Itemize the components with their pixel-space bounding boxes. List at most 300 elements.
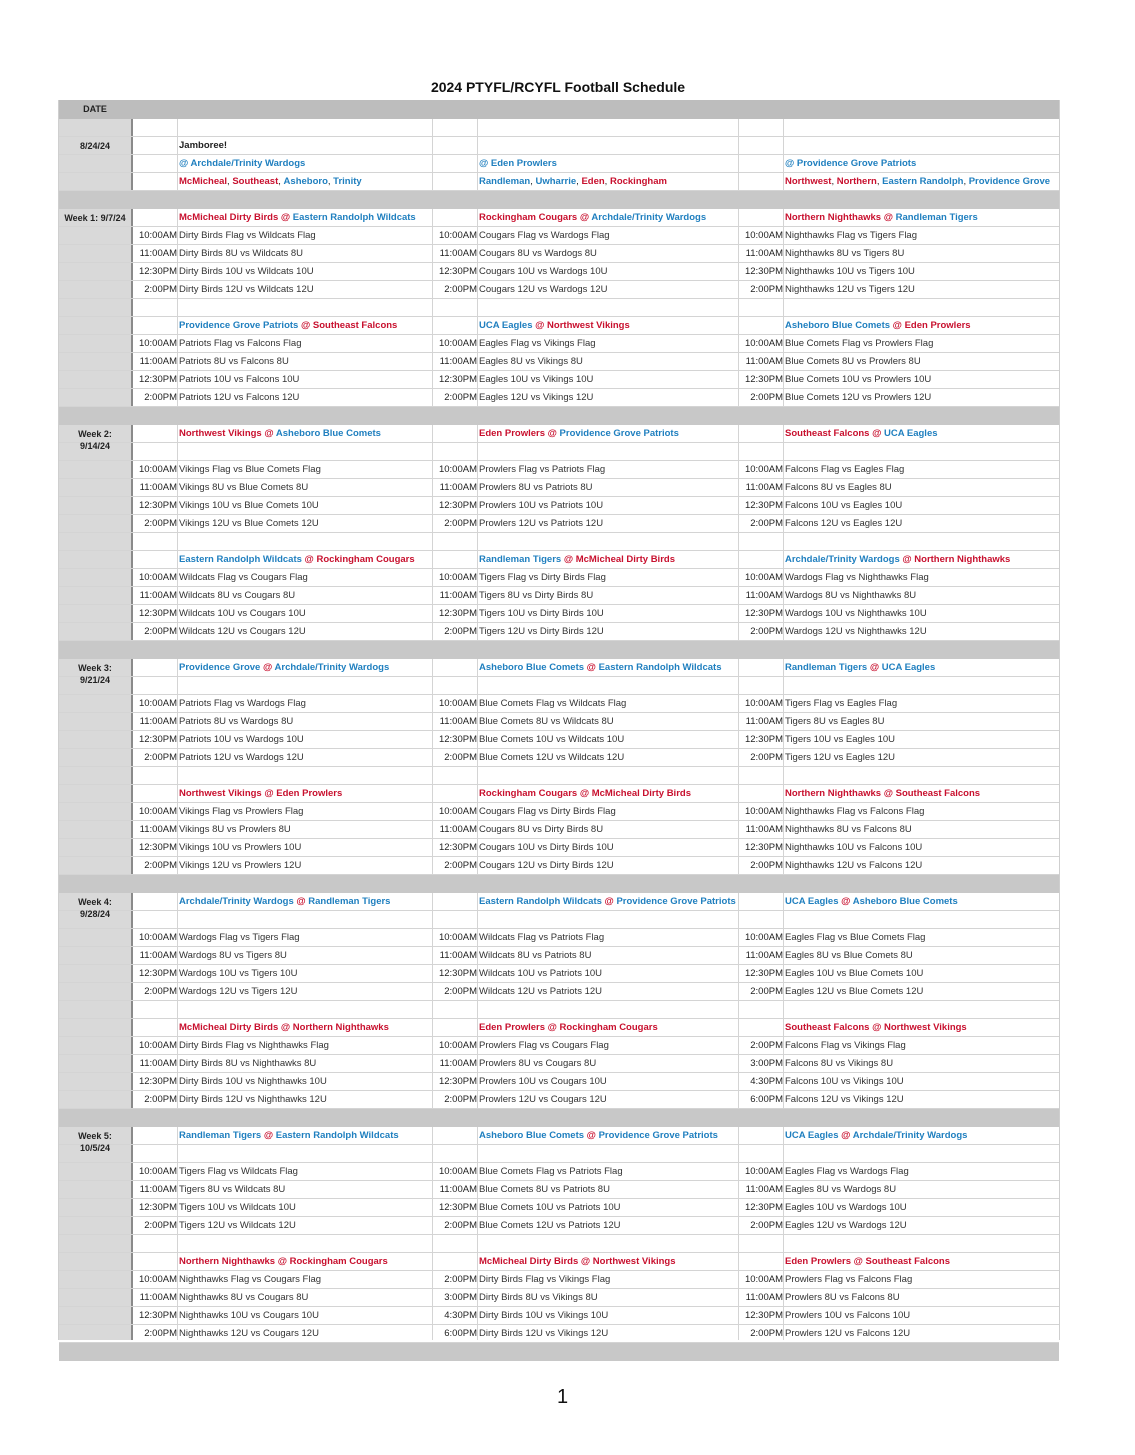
game-matchup: Blue Comets 10U vs Patriots 10U xyxy=(479,1202,621,1213)
away-team: Northwest Vikings xyxy=(179,788,262,799)
game-time: 2:00PM xyxy=(144,392,177,403)
game-time: 12:30PM xyxy=(138,374,177,385)
game-time: 12:30PM xyxy=(138,266,177,277)
at-symbol: @ xyxy=(261,1130,276,1141)
game-time: 12:30PM xyxy=(138,968,177,979)
game-matchup: Vikings Flag vs Prowlers Flag xyxy=(179,806,304,817)
away-team: Archdale/Trinity Wardogs xyxy=(785,554,900,565)
week-label-line: Week 5: xyxy=(78,1131,112,1141)
week-separator xyxy=(59,641,1059,659)
game-matchup: Vikings 8U vs Prowlers 8U xyxy=(179,824,291,835)
away-team: Eden Prowlers xyxy=(479,428,545,439)
at-symbol: @ xyxy=(838,1130,853,1141)
game-matchup: Falcons 8U vs Eagles 8U xyxy=(785,482,892,493)
week-label-line: 9/14/24 xyxy=(79,441,111,451)
matchup-header xyxy=(785,209,978,227)
game-time: 2:00PM xyxy=(750,1040,783,1051)
game-matchup: Prowlers 8U vs Cougars 8U xyxy=(479,1058,597,1069)
game-time: 2:00PM xyxy=(750,518,783,529)
game-matchup: Eagles 10U vs Blue Comets 10U xyxy=(785,968,924,979)
away-team: Eastern Randolph Wildcats xyxy=(479,896,602,907)
game-matchup: Dirty Birds Flag vs Vikings Flag xyxy=(479,1274,611,1285)
matchup-header xyxy=(479,317,630,335)
game-matchup: Tigers Flag vs Dirty Birds Flag xyxy=(479,572,606,583)
game-matchup: Cougars Flag vs Dirty Birds Flag xyxy=(479,806,616,817)
game-matchup: Patriots Flag vs Falcons Flag xyxy=(179,338,302,349)
game-time: 10:00AM xyxy=(138,932,177,943)
game-time: 2:00PM xyxy=(750,986,783,997)
game-time: 10:00AM xyxy=(138,1274,177,1285)
home-team: McMicheal Dirty Birds xyxy=(575,554,675,565)
game-matchup: Cougars 10U vs Wardogs 10U xyxy=(479,266,608,277)
game-time: 10:00AM xyxy=(138,338,177,349)
game-matchup: Dirty Birds Flag vs Wildcats Flag xyxy=(179,230,316,241)
game-matchup: Wardogs Flag vs Tigers Flag xyxy=(179,932,300,943)
jamboree-host: @ Providence Grove Patriots xyxy=(785,158,917,169)
game-time: 2:00PM xyxy=(144,626,177,637)
page-title: 2024 PTYFL/RCYFL Football Schedule xyxy=(430,79,686,95)
game-time: 10:00AM xyxy=(744,698,783,709)
game-time: 11:00AM xyxy=(439,716,477,727)
game-time: 12:30PM xyxy=(744,374,783,385)
at-symbol: @ xyxy=(278,212,293,223)
away-team: McMicheal Dirty Birds xyxy=(479,1256,579,1267)
team-name: Southeast xyxy=(232,176,279,187)
matchup-header xyxy=(479,785,691,803)
game-matchup: Prowlers Flag vs Patriots Flag xyxy=(479,464,606,475)
home-team: Rockingham Cougars xyxy=(316,554,415,565)
at-symbol: @ xyxy=(545,1022,560,1033)
game-time: 12:30PM xyxy=(744,500,783,511)
home-team: Northwest Vikings xyxy=(592,1256,676,1267)
matchup-header xyxy=(179,659,389,677)
matchup-header xyxy=(179,209,416,227)
separator: , xyxy=(530,176,536,187)
separator: , xyxy=(576,176,582,187)
home-team: Eastern Randolph Wildcats xyxy=(275,1130,399,1141)
game-time: 10:00AM xyxy=(138,230,177,241)
home-team: Rockingham Cougars xyxy=(289,1256,388,1267)
game-matchup: Tigers 10U vs Dirty Birds 10U xyxy=(479,608,604,619)
game-time: 10:00AM xyxy=(438,1166,477,1177)
week-label xyxy=(59,209,131,227)
game-time: 11:00AM xyxy=(139,1184,177,1195)
game-matchup: Eagles 10U vs Wardogs 10U xyxy=(785,1202,907,1213)
game-matchup: Prowlers 12U vs Falcons 12U xyxy=(785,1328,911,1339)
game-matchup: Dirty Birds 12U vs Vikings 12U xyxy=(479,1328,609,1339)
game-matchup: Tigers 10U vs Eagles 10U xyxy=(785,734,896,745)
game-time: 2:00PM xyxy=(144,860,177,871)
game-matchup: Dirty Birds 10U vs Nighthawks 10U xyxy=(179,1076,327,1087)
matchup-header xyxy=(179,785,342,803)
game-matchup: Wildcats 12U vs Cougars 12U xyxy=(179,626,306,637)
game-time: 11:00AM xyxy=(745,824,783,835)
team-name: Randleman xyxy=(479,176,531,187)
game-matchup: Eagles 8U vs Wardogs 8U xyxy=(785,1184,897,1195)
game-time: 11:00AM xyxy=(745,590,783,601)
away-team: Southeast Falcons xyxy=(785,428,870,439)
game-time: 12:30PM xyxy=(438,842,477,853)
game-matchup: Prowlers Flag vs Cougars Flag xyxy=(479,1040,609,1051)
game-time: 2:00PM xyxy=(444,986,477,997)
game-matchup: Wardogs 10U vs Tigers 10U xyxy=(179,968,298,979)
game-matchup: Falcons 10U vs Eagles 10U xyxy=(785,500,903,511)
game-matchup: Eagles Flag vs Blue Comets Flag xyxy=(785,932,926,943)
game-time: 11:00AM xyxy=(439,482,477,493)
team-name: McMicheal xyxy=(179,176,228,187)
matchup-header xyxy=(179,1253,388,1271)
game-time: 10:00AM xyxy=(744,806,783,817)
separator: , xyxy=(831,176,837,187)
home-team: Northern Nighthawks xyxy=(914,554,1011,565)
game-matchup: Falcons 8U vs Vikings 8U xyxy=(785,1058,894,1069)
game-time: 11:00AM xyxy=(439,356,477,367)
game-time: 6:00PM xyxy=(750,1094,783,1105)
week-date: 8/24/24 xyxy=(79,141,111,151)
jamboree-label: Jamboree! xyxy=(179,140,228,151)
game-matchup: Vikings 10U vs Prowlers 10U xyxy=(179,842,302,853)
jamboree-teams xyxy=(785,173,1050,191)
matchup-header xyxy=(785,785,980,803)
home-team: Providence Grove Patriots xyxy=(616,896,736,907)
home-team: Northwest Vikings xyxy=(547,320,630,331)
week-label-line: 9/28/24 xyxy=(79,909,111,919)
game-matchup: Nighthawks 8U vs Cougars 8U xyxy=(179,1292,309,1303)
game-matchup: Nighthawks 8U vs Tigers 8U xyxy=(785,248,905,259)
game-matchup: Dirty Birds 12U vs Wildcats 12U xyxy=(179,284,314,295)
game-matchup: Tigers 12U vs Wildcats 12U xyxy=(179,1220,296,1231)
game-time: 2:00PM xyxy=(144,284,177,295)
game-matchup: Cougars Flag vs Wardogs Flag xyxy=(479,230,610,241)
week-label xyxy=(59,428,131,452)
game-time: 2:00PM xyxy=(444,1274,477,1285)
game-time: 12:30PM xyxy=(138,608,177,619)
at-symbol: @ xyxy=(561,554,576,565)
home-team: Southeast Falcons xyxy=(865,1256,951,1267)
game-matchup: Dirty Birds 12U vs Nighthawks 12U xyxy=(179,1094,327,1105)
game-time: 10:00AM xyxy=(744,572,783,583)
schedule-table xyxy=(58,100,1060,1340)
home-team: Rockingham Cougars xyxy=(559,1022,658,1033)
game-time: 2:00PM xyxy=(444,860,477,871)
game-matchup: Prowlers 8U vs Falcons 8U xyxy=(785,1292,900,1303)
game-matchup: Cougars 12U vs Wardogs 12U xyxy=(479,284,608,295)
game-matchup: Falcons 12U vs Vikings 12U xyxy=(785,1094,904,1105)
game-time: 4:30PM xyxy=(750,1076,783,1087)
matchup-header xyxy=(179,1019,389,1037)
game-matchup: Nighthawks 10U vs Falcons 10U xyxy=(785,842,923,853)
away-team: Northwest Vikings xyxy=(179,428,262,439)
game-time: 2:00PM xyxy=(444,518,477,529)
game-matchup: Blue Comets Flag vs Patriots Flag xyxy=(479,1166,623,1177)
game-matchup: Patriots 12U vs Falcons 12U xyxy=(179,392,300,403)
game-time: 10:00AM xyxy=(438,230,477,241)
game-time: 2:00PM xyxy=(444,1220,477,1231)
away-team: Rockingham Cougars xyxy=(479,212,578,223)
game-time: 10:00AM xyxy=(138,572,177,583)
game-matchup: Wildcats 8U vs Patriots 8U xyxy=(479,950,592,961)
game-time: 2:00PM xyxy=(144,1220,177,1231)
game-matchup: Nighthawks 12U vs Falcons 12U xyxy=(785,860,923,871)
at-symbol: @ xyxy=(881,788,896,799)
game-matchup: Dirty Birds 8U vs Vikings 8U xyxy=(479,1292,598,1303)
week-label-line: 9/21/24 xyxy=(79,675,111,685)
game-matchup: Wildcats 10U vs Cougars 10U xyxy=(179,608,306,619)
week-label xyxy=(59,896,131,920)
game-matchup: Wildcats 10U vs Patriots 10U xyxy=(479,968,603,979)
home-team: UCA Eagles xyxy=(881,662,936,673)
game-time: 12:30PM xyxy=(744,1202,783,1213)
away-team: Archdale/Trinity Wardogs xyxy=(179,896,294,907)
game-time: 4:30PM xyxy=(444,1310,477,1321)
game-matchup: Falcons Flag vs Vikings Flag xyxy=(785,1040,906,1051)
game-matchup: Nighthawks 10U vs Cougars 10U xyxy=(179,1310,319,1321)
game-time: 12:30PM xyxy=(744,266,783,277)
team-name: Trinity xyxy=(333,176,362,187)
game-time: 12:30PM xyxy=(744,1310,783,1321)
game-time: 11:00AM xyxy=(139,1058,177,1069)
game-time: 2:00PM xyxy=(444,626,477,637)
team-name: Northern xyxy=(836,176,877,187)
game-time: 10:00AM xyxy=(438,1040,477,1051)
game-time: 2:00PM xyxy=(750,284,783,295)
game-time: 10:00AM xyxy=(438,806,477,817)
page-number: 1 xyxy=(556,1386,569,1408)
separator: , xyxy=(963,176,969,187)
game-time: 12:30PM xyxy=(438,266,477,277)
at-symbol: @ xyxy=(584,662,599,673)
home-team: UCA Eagles xyxy=(884,428,938,439)
at-symbol: @ xyxy=(869,428,885,439)
home-team: Archdale/Trinity Wardogs xyxy=(274,662,390,673)
game-time: 11:00AM xyxy=(439,1058,477,1069)
game-time: 10:00AM xyxy=(138,698,177,709)
matchup-header xyxy=(179,893,390,911)
at-symbol: @ xyxy=(890,320,905,331)
game-time: 10:00AM xyxy=(438,464,477,475)
game-time: 11:00AM xyxy=(745,1292,783,1303)
away-team: McMicheal Dirty Birds xyxy=(179,1022,279,1033)
game-matchup: Eagles 12U vs Blue Comets 12U xyxy=(785,986,924,997)
table-row xyxy=(59,1235,1059,1253)
matchup-header xyxy=(179,317,397,335)
game-matchup: Nighthawks 10U vs Tigers 10U xyxy=(785,266,915,277)
game-time: 11:00AM xyxy=(139,248,177,259)
game-time: 10:00AM xyxy=(438,698,477,709)
matchup-header xyxy=(785,1019,967,1037)
away-team: Eden Prowlers xyxy=(785,1256,851,1267)
game-time: 11:00AM xyxy=(139,356,177,367)
game-time: 11:00AM xyxy=(139,590,177,601)
game-matchup: Blue Comets Flag vs Prowlers Flag xyxy=(785,338,934,349)
away-team: Rockingham Cougars xyxy=(479,788,578,799)
game-matchup: Falcons Flag vs Eagles Flag xyxy=(785,464,905,475)
game-matchup: Dirty Birds 10U vs Wildcats 10U xyxy=(179,266,314,277)
game-matchup: Patriots Flag vs Wardogs Flag xyxy=(179,698,306,709)
matchup-header xyxy=(479,425,679,443)
matchup-header xyxy=(479,659,722,677)
game-matchup: Wardogs 8U vs Nighthawks 8U xyxy=(785,590,917,601)
week-separator xyxy=(59,875,1059,893)
at-symbol: @ xyxy=(298,320,313,331)
game-matchup: Dirty Birds 8U vs Wildcats 8U xyxy=(179,248,304,259)
at-symbol: @ xyxy=(260,662,275,673)
matchup-header xyxy=(179,551,415,569)
game-matchup: Wardogs 10U vs Nighthawks 10U xyxy=(785,608,927,619)
away-team: UCA Eagles xyxy=(785,896,839,907)
home-team: Eden Prowlers xyxy=(276,788,343,799)
home-team: Randleman Tigers xyxy=(895,212,978,223)
game-time: 12:30PM xyxy=(438,500,477,511)
team-name: Rockingham xyxy=(609,176,667,187)
game-time: 3:00PM xyxy=(750,1058,783,1069)
game-matchup: Eagles Flag vs Vikings Flag xyxy=(479,338,596,349)
game-time: 10:00AM xyxy=(138,1166,177,1177)
at-symbol: @ xyxy=(899,554,915,565)
game-time: 2:00PM xyxy=(144,518,177,529)
week-separator xyxy=(59,1109,1059,1127)
table-header xyxy=(59,100,1059,119)
game-matchup: Tigers Flag vs Eagles Flag xyxy=(785,698,898,709)
team-name: Providence Grove xyxy=(968,176,1051,187)
game-matchup: Wildcats Flag vs Cougars Flag xyxy=(179,572,308,583)
game-time: 10:00AM xyxy=(744,932,783,943)
game-time: 12:30PM xyxy=(138,1310,177,1321)
away-team: Providence Grove Patriots xyxy=(179,320,299,331)
jamboree-teams xyxy=(179,173,362,191)
team-name: Uwharrie xyxy=(535,176,577,187)
week-label-line: 10/5/24 xyxy=(79,1143,111,1153)
game-time: 11:00AM xyxy=(745,248,783,259)
week-separator xyxy=(59,191,1059,209)
separator: , xyxy=(278,176,284,187)
at-symbol: @ xyxy=(301,554,317,565)
game-matchup: Dirty Birds Flag vs Nighthawks Flag xyxy=(179,1040,329,1051)
game-matchup: Falcons 10U vs Vikings 10U xyxy=(785,1076,904,1087)
matchup-header xyxy=(785,551,1010,569)
matchup-header xyxy=(479,1127,718,1145)
game-time: 2:00PM xyxy=(750,392,783,403)
game-time: 11:00AM xyxy=(139,716,177,727)
game-time: 11:00AM xyxy=(439,590,477,601)
game-matchup: Blue Comets 8U vs Wildcats 8U xyxy=(479,716,614,727)
game-matchup: Wardogs Flag vs Nighthawks Flag xyxy=(785,572,929,583)
away-team: McMicheal Dirty Birds xyxy=(179,212,279,223)
home-team: Eastern Randolph Wildcats xyxy=(598,662,722,673)
game-time: 2:00PM xyxy=(750,1328,783,1339)
game-time: 12:30PM xyxy=(438,734,477,745)
game-time: 10:00AM xyxy=(438,572,477,583)
game-matchup: Cougars 10U vs Dirty Birds 10U xyxy=(479,842,614,853)
at-symbol: @ xyxy=(261,788,277,799)
game-matchup: Blue Comets Flag vs Wildcats Flag xyxy=(479,698,627,709)
away-team: Randleman Tigers xyxy=(785,662,868,673)
game-matchup: Falcons 12U vs Eagles 12U xyxy=(785,518,903,529)
home-team: Providence Grove Patriots xyxy=(598,1130,718,1141)
game-time: 10:00AM xyxy=(138,464,177,475)
game-matchup: Eagles 12U vs Vikings 12U xyxy=(479,392,594,403)
home-team: Northern Nighthawks xyxy=(292,1022,389,1033)
week-separator xyxy=(59,1343,1059,1361)
away-team: Northern Nighthawks xyxy=(785,788,882,799)
at-symbol: @ xyxy=(577,788,592,799)
game-time: 11:00AM xyxy=(139,1292,177,1303)
game-matchup: Prowlers Flag vs Falcons Flag xyxy=(785,1274,913,1285)
matchup-header xyxy=(479,209,706,227)
week-label xyxy=(59,662,131,686)
game-time: 10:00AM xyxy=(744,1166,783,1177)
game-time: 12:30PM xyxy=(744,968,783,979)
game-time: 10:00AM xyxy=(438,932,477,943)
table-row xyxy=(59,911,1059,929)
jamboree-host: @ Eden Prowlers xyxy=(479,158,557,169)
home-team: Providence Grove Patriots xyxy=(559,428,679,439)
game-time: 11:00AM xyxy=(745,482,783,493)
game-time: 12:30PM xyxy=(438,374,477,385)
at-symbol: @ xyxy=(578,1256,593,1267)
matchup-header xyxy=(785,1253,950,1271)
table-row xyxy=(59,1001,1059,1019)
away-team: Southeast Falcons xyxy=(785,1022,870,1033)
away-team: Northern Nighthawks xyxy=(785,212,882,223)
matchup-header xyxy=(179,1127,399,1145)
game-time: 2:00PM xyxy=(144,1328,177,1339)
game-matchup: Blue Comets 12U vs Prowlers 12U xyxy=(785,392,932,403)
game-time: 10:00AM xyxy=(744,230,783,241)
game-matchup: Cougars 8U vs Wardogs 8U xyxy=(479,248,597,259)
game-matchup: Tigers 8U vs Dirty Birds 8U xyxy=(479,590,594,601)
table-row xyxy=(59,677,1059,695)
game-time: 11:00AM xyxy=(745,950,783,961)
game-time: 12:30PM xyxy=(438,1202,477,1213)
game-matchup: Patriots 12U vs Wardogs 12U xyxy=(179,752,304,763)
table-row xyxy=(59,443,1059,461)
game-matchup: Prowlers 12U vs Patriots 12U xyxy=(479,518,604,529)
home-team: McMicheal Dirty Birds xyxy=(591,788,691,799)
game-matchup: Nighthawks 12U vs Tigers 12U xyxy=(785,284,915,295)
game-matchup: Patriots 8U vs Falcons 8U xyxy=(179,356,289,367)
game-matchup: Nighthawks 8U vs Falcons 8U xyxy=(785,824,912,835)
home-team: Archdale/Trinity Wardogs xyxy=(852,1130,968,1141)
away-team: Asheboro Blue Comets xyxy=(479,662,585,673)
jamboree-host: @ Archdale/Trinity Wardogs xyxy=(179,158,306,169)
game-matchup: Prowlers 12U vs Cougars 12U xyxy=(479,1094,607,1105)
away-team: Northern Nighthawks xyxy=(179,1256,276,1267)
game-time: 11:00AM xyxy=(745,716,783,727)
game-matchup: Eagles 10U vs Vikings 10U xyxy=(479,374,594,385)
away-team: Providence Grove xyxy=(179,662,261,673)
game-time: 11:00AM xyxy=(439,248,477,259)
game-time: 2:00PM xyxy=(144,1094,177,1105)
home-team: Archdale/Trinity Wardogs xyxy=(591,212,707,223)
game-time: 10:00AM xyxy=(744,464,783,475)
home-team: Southeast Falcons xyxy=(312,320,398,331)
game-matchup: Blue Comets 12U vs Patriots 12U xyxy=(479,1220,621,1231)
at-symbol: @ xyxy=(293,896,309,907)
matchup-header xyxy=(179,425,381,443)
game-matchup: Tigers 10U vs Wildcats 10U xyxy=(179,1202,296,1213)
game-time: 2:00PM xyxy=(444,392,477,403)
at-symbol: @ xyxy=(601,896,617,907)
at-symbol: @ xyxy=(545,428,560,439)
game-matchup: Tigers 12U vs Dirty Birds 12U xyxy=(479,626,604,637)
game-matchup: Vikings 8U vs Blue Comets 8U xyxy=(179,482,309,493)
game-time: 2:00PM xyxy=(444,752,477,763)
away-team: UCA Eagles xyxy=(479,320,533,331)
away-team: Asheboro Blue Comets xyxy=(479,1130,585,1141)
game-time: 11:00AM xyxy=(139,950,177,961)
game-time: 10:00AM xyxy=(138,806,177,817)
